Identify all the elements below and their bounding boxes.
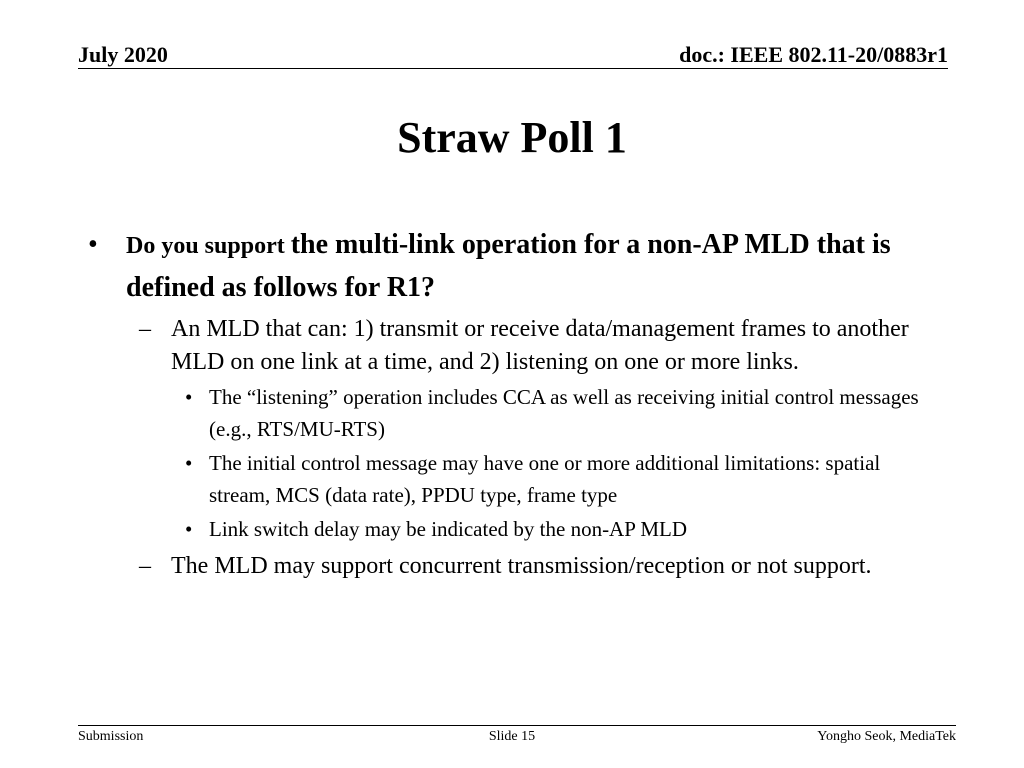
- bullet-main: [88, 224, 906, 308]
- sub-sub-bullet-3-text: Link switch delay may be indicated by the non-AP MLD: [209, 517, 688, 541]
- sub-sub-bullet-1-text: The “listening” operation includes CCA as well as receiving initial control messages (e.g., RTS/MU-RTS): [209, 385, 919, 441]
- sub-sub-bullet-2: [185, 447, 929, 511]
- slide-title: Straw Poll 1: [397, 113, 627, 162]
- footer-author: Yongho Seok, MediaTek: [817, 729, 956, 744]
- footer-slide-number: Slide 15: [488, 729, 536, 744]
- dash-bullet-icon: –: [139, 553, 151, 579]
- sub-sub-bullet-3: [185, 513, 929, 545]
- footer-divider: [78, 725, 956, 726]
- bullet-dot-icon: •: [185, 451, 193, 475]
- footer-submission: Submission: [78, 729, 144, 744]
- header-doc-id: doc.: IEEE 802.11-20/0883r1: [679, 42, 948, 67]
- bullet-dot-icon: •: [185, 385, 193, 409]
- slide-body: [0, 224, 1024, 583]
- bullet-dot-icon: •: [185, 517, 193, 541]
- sub-bullet-1-text: An MLD that can: 1) transmit or receive data/management frames to another MLD on one link at a time, and 2) listening on one or more links.: [171, 316, 909, 375]
- sub-sub-bullet-1: [185, 381, 929, 445]
- bullet-main-lead: Do you support: [126, 233, 291, 259]
- sub-sub-bullet-2-text: The initial control message may have one or more additional limitations: spatial stream, MCS (data rate), PPDU type, frame type: [209, 451, 881, 507]
- bullet-main-text: the multi-link operation for a non-AP MLD that is defined as follows for R1?: [126, 229, 891, 303]
- sub-bullet-2-text: The MLD may support concurrent transmission/reception or not support.: [171, 553, 872, 579]
- dash-bullet-icon: –: [139, 316, 151, 342]
- bullet-dot-icon: •: [88, 229, 98, 260]
- sub-bullet-1: [139, 313, 941, 379]
- header-date: July 2020: [78, 42, 168, 67]
- sub-bullet-2: [139, 550, 941, 583]
- header-divider: [78, 68, 948, 69]
